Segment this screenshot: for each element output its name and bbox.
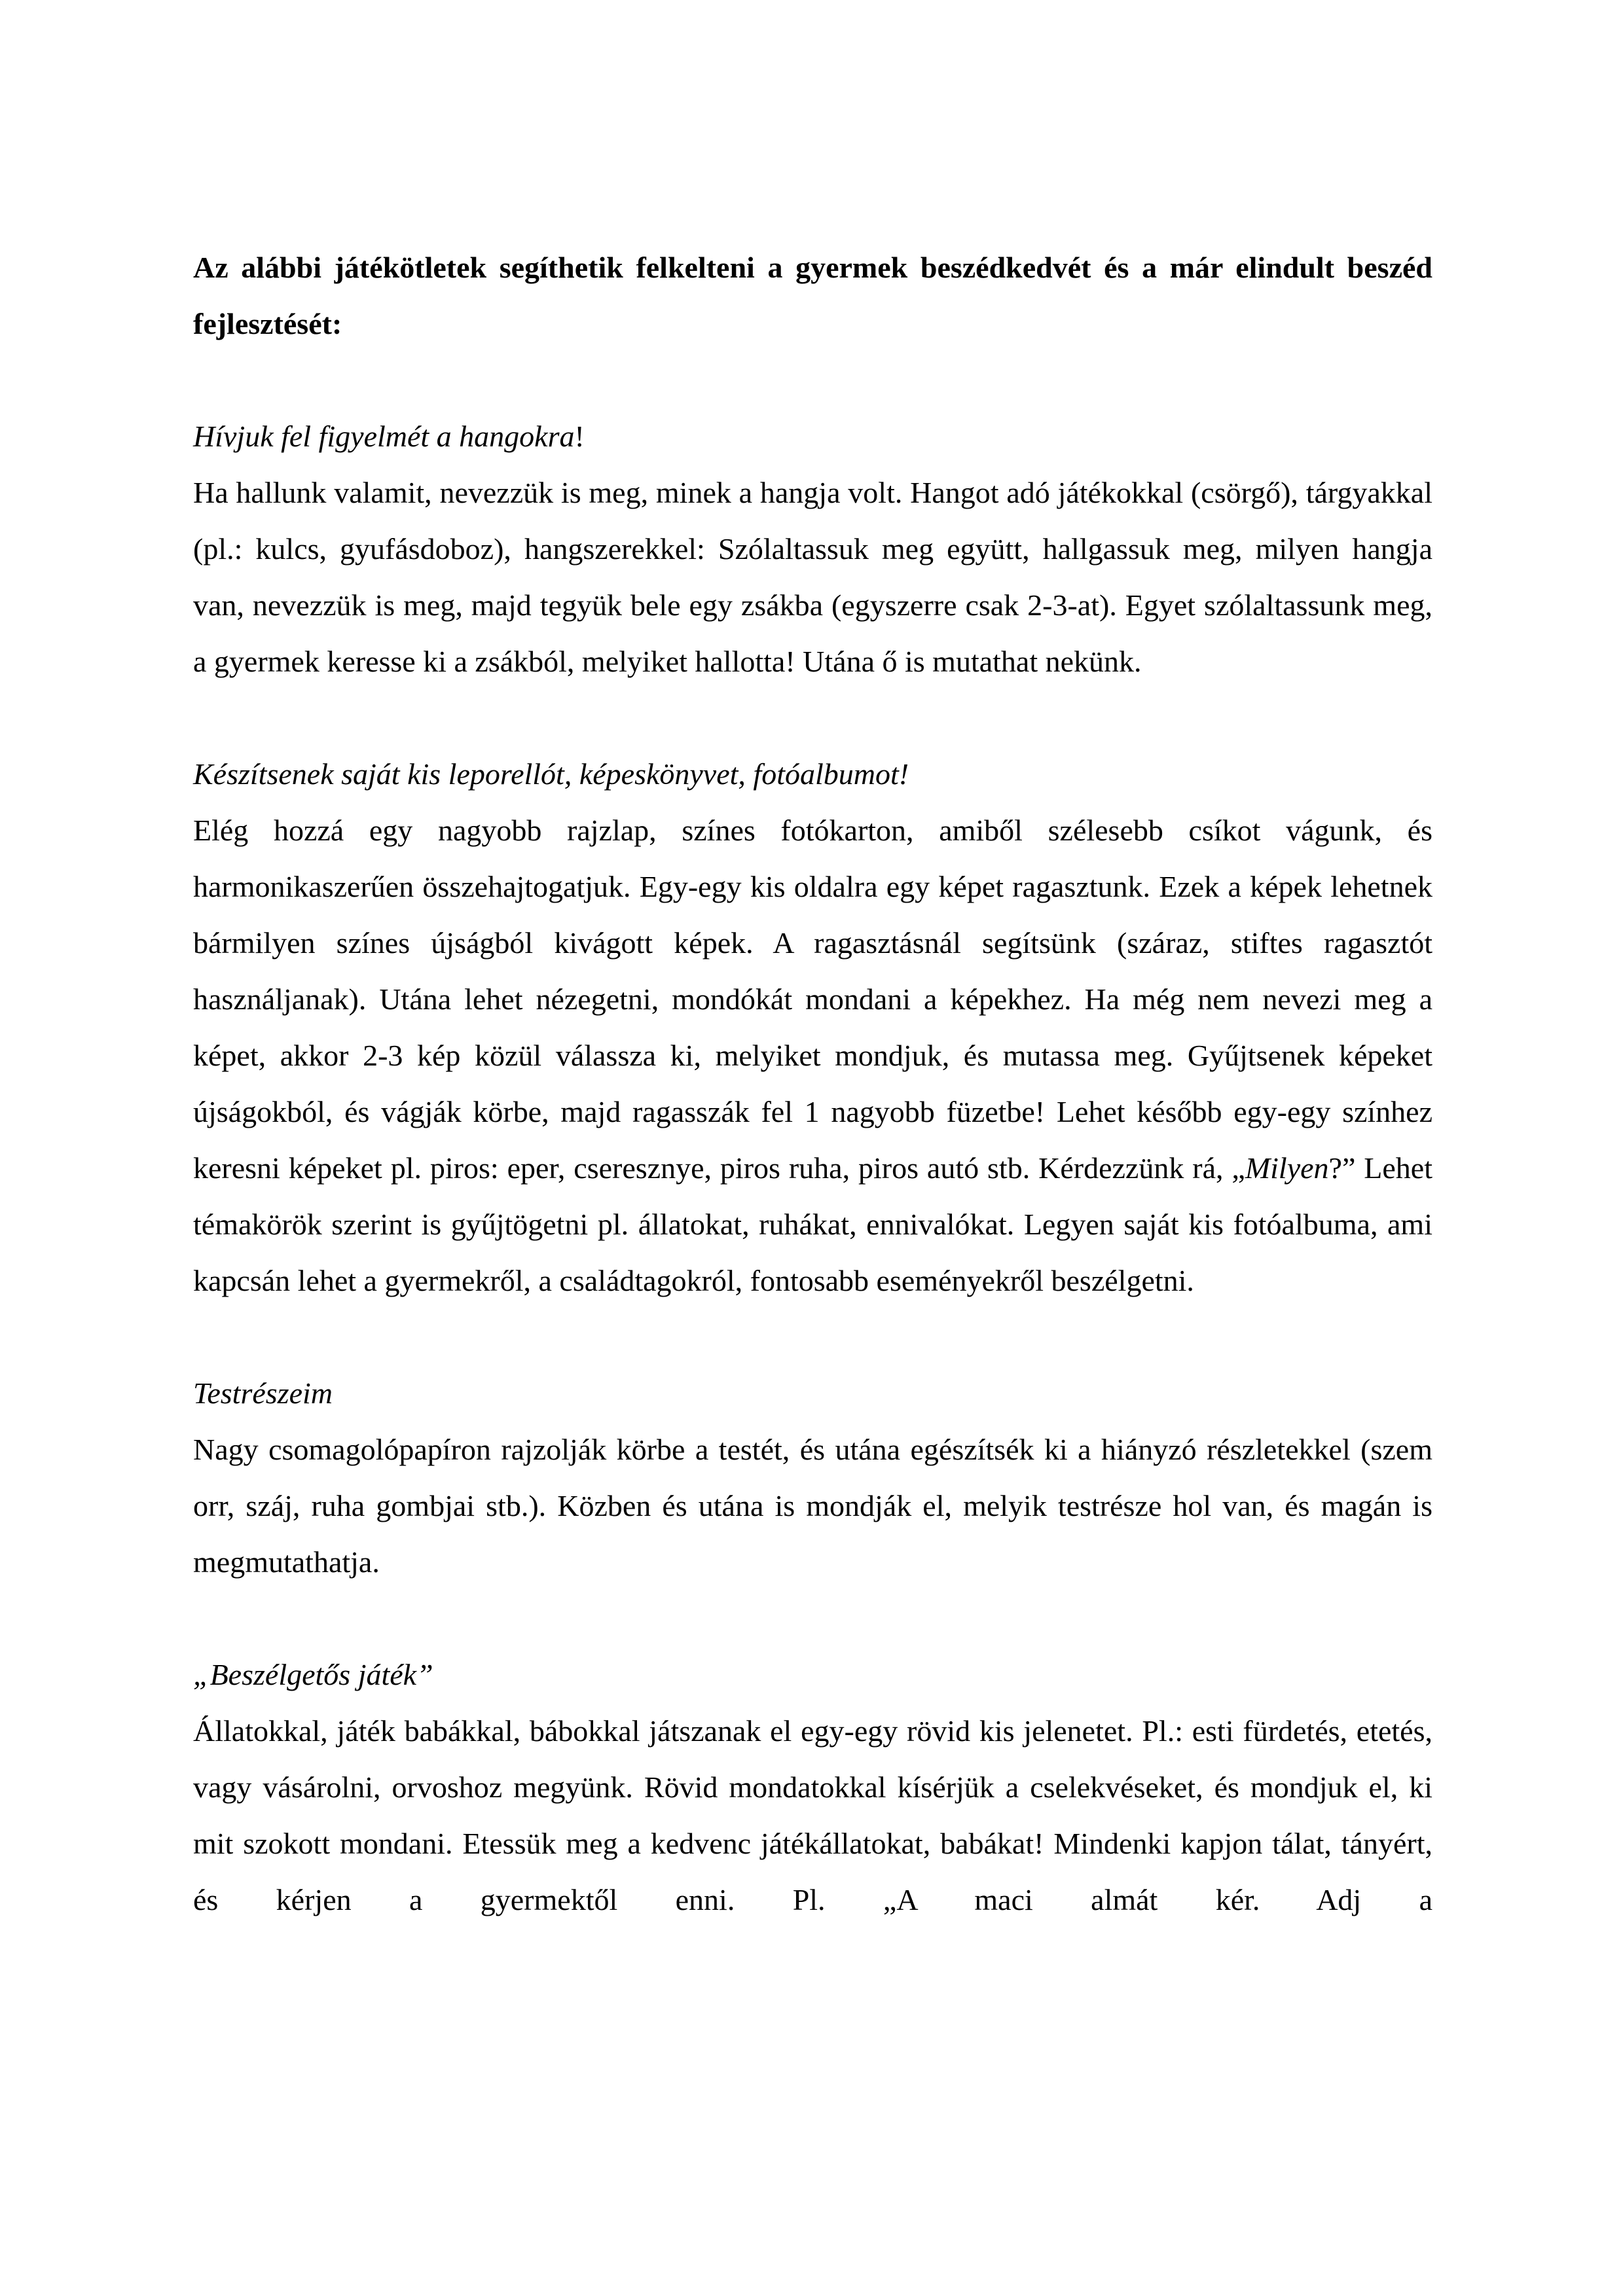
section-body <box>193 802 1432 1309</box>
intro-heading: Az alábbi játékötletek segíthetik felkelteni a gyermek beszédkedvét és a már elindult beszéd fejlesztését: <box>193 251 1432 340</box>
section-body: Állatokkal, játék babákkal, bábokkal játszanak el egy-egy rövid kis jelenetet. Pl.: esti fürdetés, etetés, vagy vásárolni, orvoshoz megyünk. Rövid mondatokkal kísérjük a cselekvéseket, és mondjuk el, ki mit szokott mondani. Etessük meg a kedvenc játékállatokat, babákat! Mindenki kapjon tálat, tányért, és kérjen a gyermektől enni. Pl. „A maci almát kér. Adj a <box>193 1714 1432 1916</box>
section-title <box>193 408 1432 465</box>
section-title-suffix: ! <box>574 420 585 453</box>
section-body: Ha hallunk valamit, nevezzük is meg, minek a hangja volt. Hangot adó játékokkal (csörgő), tárgyakkal (pl.: kulcs, gyufásdoboz), hangszerekkel: Szólaltassuk meg együtt, hallgassuk meg, milyen hangja van, nevezzük is meg, majd tegyük bele egy zsákba (egyszerre csak 2-3-at). Egyet szólaltassunk meg, a gyermek keresse ki a zsákból, melyiket hallotta! Utána ő is mutathat nekünk. <box>193 476 1432 678</box>
section-conversation-game <box>193 1647 1432 1928</box>
body-italic-word: Milyen <box>1245 1151 1329 1185</box>
body-text: Elég hozzá egy nagyobb rajzlap, színes fotókarton, amiből szélesebb csíkot vágunk, és harmonikaszerűen összehajtogatjuk. Egy-egy kis oldalra egy képet ragasztunk. Ezek a képek lehetnek bármilyen színes újságból kivágott képek. A ragasztásnál segítsünk (száraz, stiftes ragasztót használjanak). Utána lehet nézegetni, mondókát mondani a képekhez. Ha még nem nevezi meg a képet, akkor 2-3 kép közül válassza ki, melyiket mondjuk, és mutassa meg. Gyűjtsenek képeket újságokból, és vágják körbe, majd ragasszák fel 1 nagyobb füzetbe! Lehet később egy-egy színhez keresni képeket pl. piros: eper, cseresznye, piros ruha, piros autó stb. Kérdezzünk rá, „ <box>193 814 1432 1185</box>
section-title: Készítsenek saját kis leporellót, képeskönyvet, fotóalbumot! <box>193 757 909 791</box>
section-title-text: Hívjuk fel figyelmét a hangokra <box>193 420 575 453</box>
body-text: ?” Lehet témakörök szerint is gyűjtögetni pl. állatokat, ruhákat, ennivalókat. Legyen saját kis fotóalbuma, ami kapcsán lehet a gyermekről, a családtagokról, fontosabb eseményekről beszélgetni. <box>193 1151 1432 1297</box>
section-body: Nagy csomagolópapíron rajzolják körbe a testét, és utána egészítsék ki a hiányzó részletekkel (szem orr, száj, ruha gombjai stb.). Közben és utána is mondják el, melyik testrésze hol van, és magán is megmutathatja. <box>193 1433 1432 1579</box>
section-body-parts <box>193 1365 1432 1590</box>
section-sounds <box>193 408 1432 690</box>
section-picture-book <box>193 746 1432 1309</box>
document-body <box>193 240 1432 1984</box>
section-title: „Beszélgetős játék” <box>193 1658 433 1691</box>
section-title: Testrészeim <box>193 1376 333 1410</box>
